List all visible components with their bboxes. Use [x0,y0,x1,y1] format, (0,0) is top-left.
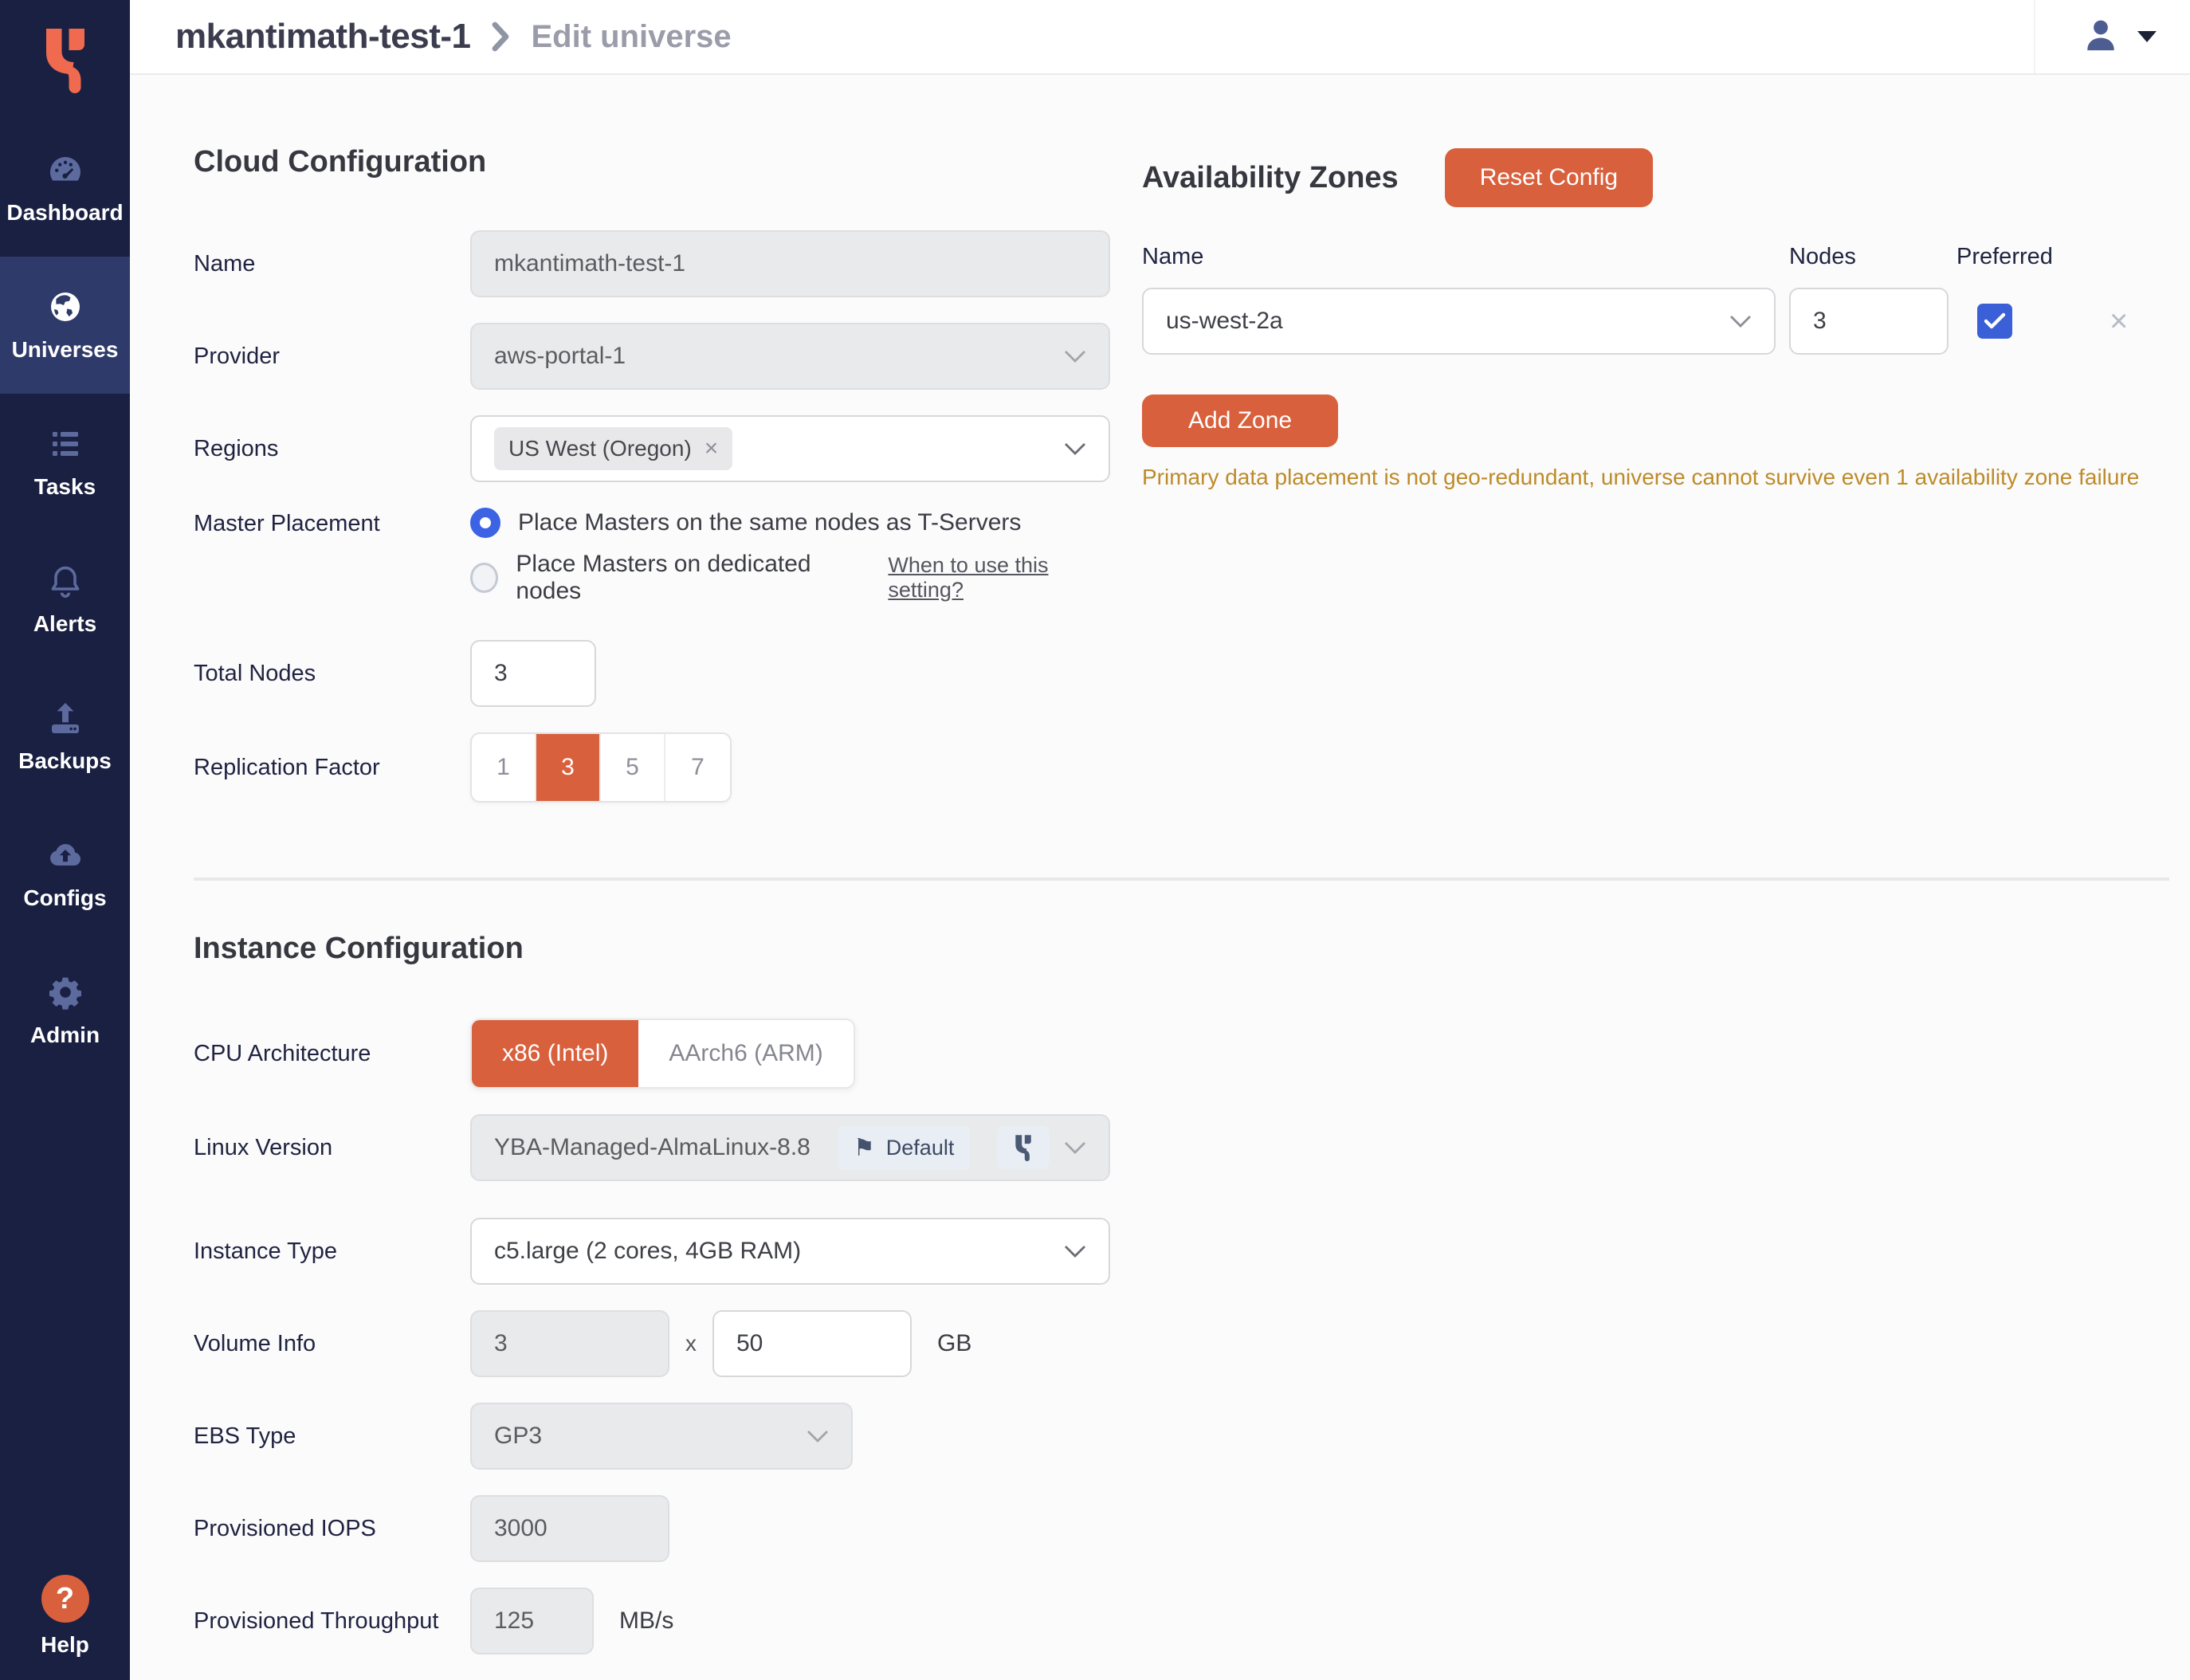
sidebar-item-backups[interactable] [0,668,130,805]
az-geo-redundancy-warning: Primary data placement is not geo-redundant, universe cannot survive even 1 availability zone failure [1142,465,2140,489]
az-preferred-checkbox[interactable] [1977,304,2012,339]
cloud-upload-icon [46,836,84,874]
master-placement-option-same-nodes[interactable] [470,508,1110,538]
sidebar-item-label: Universes [11,337,119,362]
page-subtitle: Edit universe [531,18,732,54]
region-chip-label: US West (Oregon) [508,436,692,461]
throughput-unit-label: MB/s [619,1607,674,1634]
sidebar-item-label: Admin [29,1023,100,1047]
master-placement-row [194,508,1110,605]
provider-label: Provider [194,343,280,369]
sidebar-item-help[interactable] [0,1552,130,1680]
default-badge [838,1126,970,1170]
instance-configuration-section [194,932,2169,1654]
ebs-type-select [470,1403,853,1470]
ebs-type-value: GP3 [494,1423,543,1449]
help-label: Help [41,1632,89,1657]
cpu-arm-option[interactable]: AArch6 (ARM) [638,1020,853,1087]
main-area [130,0,2190,1680]
provisioned-throughput-row [194,1588,2169,1654]
cpu-architecture-toggle [470,1019,855,1089]
flag-icon: ⚑ [853,1134,875,1161]
provider-row [194,323,1110,390]
az-row [1142,288,2169,355]
sidebar-item-tasks[interactable] [0,394,130,531]
sidebar-item-dashboard[interactable] [0,120,130,257]
instance-type-value: c5.large (2 cores, 4GB RAM) [494,1238,802,1264]
reset-config-button[interactable]: Reset Config [1445,148,1653,207]
upload-tray-icon [46,699,84,737]
instance-type-row [194,1218,2169,1285]
sidebar-item-label: Tasks [33,474,96,499]
chevron-down-icon [1729,315,1752,328]
breadcrumb-chevron-icon [491,21,510,53]
gear-icon [46,973,84,1011]
az-preferred-header: Preferred [1956,244,2053,269]
universe-name-field [470,230,1110,297]
yba-managed-badge [997,1126,1050,1169]
sidebar-item-alerts[interactable] [0,531,130,668]
linux-version-row [194,1114,2169,1181]
sidebar-item-universes[interactable] [0,257,130,394]
ebs-type-row [194,1403,2169,1470]
name-label: Name [194,250,256,277]
replication-factor-label: Replication Factor [194,754,380,780]
bell-icon [46,562,84,600]
master-placement-option-dedicated-nodes[interactable] [470,551,1110,605]
az-column-headers [1142,244,2169,270]
replication-factor-row [194,732,1110,803]
radio-selected-icon[interactable] [470,508,500,538]
total-nodes-field[interactable] [470,640,596,707]
volume-count-field [470,1310,669,1377]
provisioned-iops-label: Provisioned IOPS [194,1515,376,1541]
yugabyte-logo-icon [40,26,91,93]
default-badge-label: Default [885,1135,955,1160]
instance-type-label: Instance Type [194,1238,338,1264]
cloud-configuration-section [194,145,1110,828]
provider-value: aws-portal-1 [494,343,626,369]
total-nodes-label: Total Nodes [194,660,316,686]
provisioned-iops-field [470,1495,669,1562]
chevron-down-icon [807,1430,829,1443]
replication-factor-group [470,732,732,803]
volume-info-row [194,1310,2169,1377]
az-nodes-header: Nodes [1789,244,1856,269]
dashboard-gauge-icon [46,151,84,189]
cpu-architecture-row [194,1019,2169,1089]
radio-option-label: Place Masters on the same nodes as T-Servers [518,509,1022,536]
help-icon: ? [41,1575,89,1623]
regions-row [194,415,1110,482]
region-chip [494,427,732,470]
rf-option-3-selected[interactable]: 3 [536,734,601,801]
cpu-x86-option-selected[interactable]: x86 (Intel) [472,1020,638,1087]
edit-universe-form [130,75,2190,1680]
provisioned-throughput-label: Provisioned Throughput [194,1607,439,1634]
sidebar-item-label: Alerts [33,611,97,636]
instance-type-select[interactable] [470,1218,1110,1285]
sidebar-spacer [0,1079,130,1552]
linux-version-select [470,1114,1110,1181]
remove-region-icon[interactable]: × [704,435,719,461]
top-header [130,0,2190,75]
az-name-header: Name [1142,244,1204,269]
sidebar [0,0,130,1680]
task-list-icon [46,425,84,463]
ebs-type-label: EBS Type [194,1423,296,1449]
master-placement-label: Master Placement [194,511,380,536]
section-divider [194,877,2169,881]
rf-option-1[interactable]: 1 [472,734,536,801]
total-nodes-row [194,640,1110,707]
yugabyte-logo[interactable] [0,0,130,120]
check-icon [1984,312,2006,330]
provisioned-iops-row [194,1495,2169,1562]
chevron-down-icon [2137,31,2157,42]
globe-icon [46,288,84,326]
add-zone-button[interactable]: Add Zone [1142,394,1338,447]
user-menu[interactable] [2034,0,2190,73]
chevron-down-icon [1064,1245,1086,1258]
volume-size-field[interactable] [712,1310,912,1377]
volume-multiplier: x [685,1331,697,1356]
sidebar-item-admin[interactable] [0,942,130,1079]
sidebar-item-label: Dashboard [6,200,124,225]
linux-version-value: YBA-Managed-AlmaLinux-8.8 [494,1134,810,1160]
provider-select [470,323,1110,390]
cloud-configuration-title: Cloud Configuration [194,145,487,179]
sidebar-item-label: Configs [23,885,107,910]
az-zone-select[interactable] [1142,288,1776,355]
when-to-use-setting-link[interactable]: When to use this setting? [888,553,1049,602]
name-row [194,230,1110,297]
yugabyte-mini-icon [1013,1134,1034,1161]
chevron-down-icon [1064,1141,1086,1154]
instance-configuration-title: Instance Configuration [194,932,524,965]
volume-info-label: Volume Info [194,1330,316,1356]
radio-option-label: Place Masters on dedicated nodes [516,551,811,604]
user-avatar-icon [2080,14,2121,60]
rf-option-7[interactable]: 7 [691,754,704,780]
regions-select[interactable] [470,415,1110,482]
sidebar-item-configs[interactable] [0,805,130,942]
universe-name-title: mkantimath-test-1 [175,17,471,56]
az-zone-value: us-west-2a [1166,308,1283,334]
cpu-architecture-label: CPU Architecture [194,1040,371,1066]
volume-unit-label: GB [937,1330,972,1356]
chevron-down-icon [1064,350,1086,363]
az-remove-row-icon[interactable]: × [2110,304,2129,339]
linux-version-label: Linux Version [194,1134,333,1160]
regions-label: Regions [194,435,279,461]
az-nodes-field[interactable] [1789,288,1949,355]
radio-unselected-icon[interactable] [470,563,498,593]
availability-zones-section [1110,145,2169,490]
rf-option-5[interactable]: 5 [601,734,665,801]
chevron-down-icon [1064,442,1086,455]
provisioned-throughput-field [470,1588,594,1654]
sidebar-item-label: Backups [18,748,112,773]
availability-zones-title: Availability Zones [1142,160,1399,194]
